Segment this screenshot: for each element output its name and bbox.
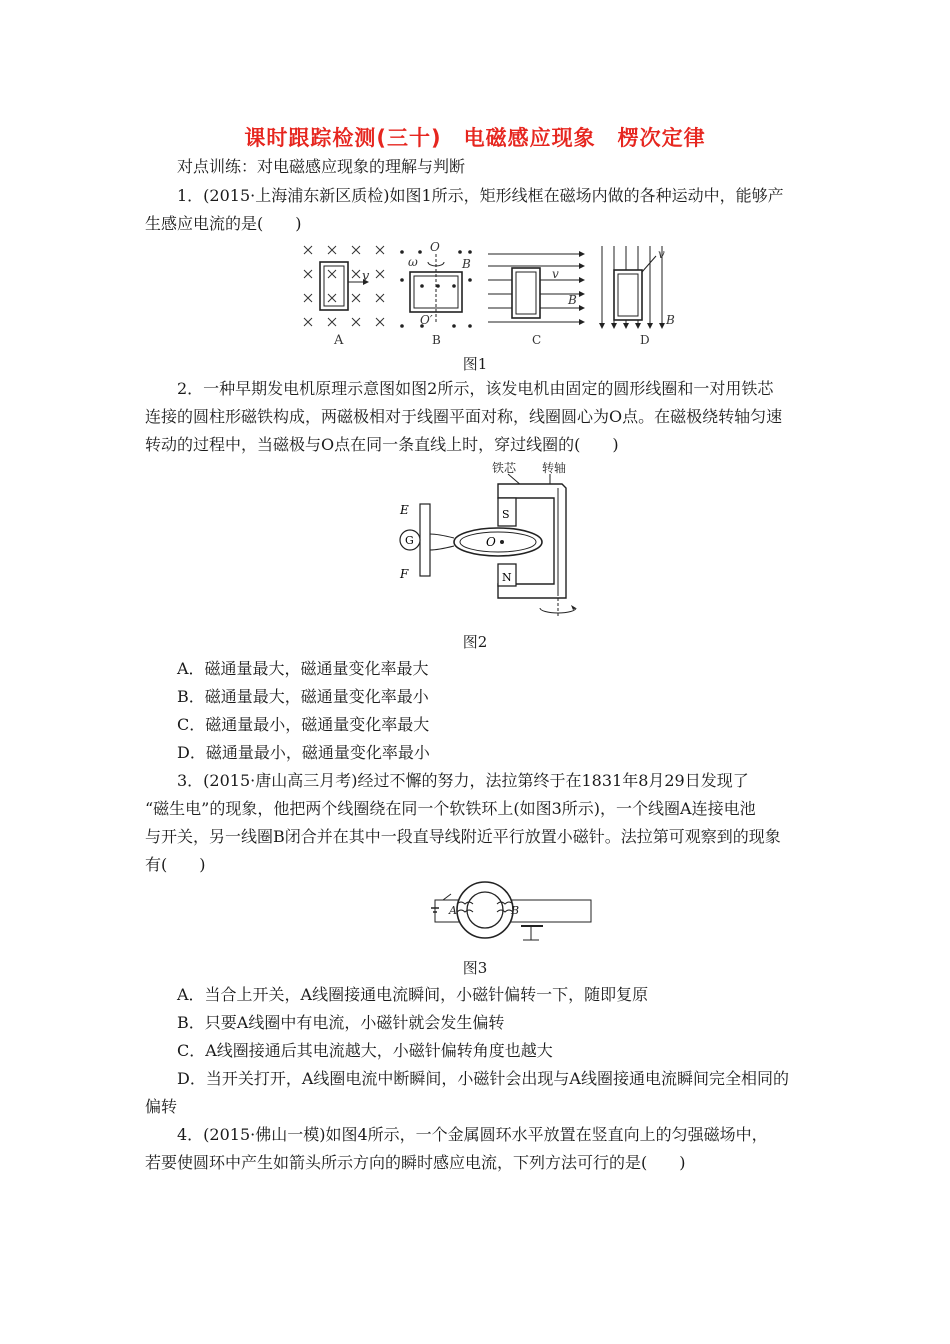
q4-text-line1: 4．(2015·佛山一模)如图4所示，一个金属圆环水平放置在竖直向上的匀强磁场中， [177,1125,768,1144]
q2-option-a: A．磁通量最大，磁通量变化率最大 [177,659,429,678]
panel-b-diagram [400,240,472,347]
panel-c-b-label: B [568,293,577,307]
figure-2 [390,458,590,624]
q2-option-b: B．磁通量最大，磁通量变化率最小 [177,687,429,706]
panel-b-omega-label: ω [408,255,418,269]
panel-d-v-label: v [658,247,665,261]
coil-b-label: B [511,904,520,917]
coil-a-label: A [449,904,457,917]
panel-b-o2-label: O′ [420,313,433,327]
figure-3 [425,878,595,948]
q4-text-line2: 若要使圆环中产生如箭头所示方向的瞬时感应电流，下列方法可行的是( ) [145,1153,686,1172]
q3-option-c: C．A线圈接通后其电流越大，小磁针偏转角度也越大 [177,1041,553,1060]
figure-3-caption: 图3 [462,959,488,977]
galvanometer-g-label: G [405,534,414,547]
section-heading: 对点训练：对电磁感应现象的理解与判断 [177,157,466,176]
magnet-n-label: N [502,571,512,584]
magnet-s-label: S [502,508,510,521]
panel-a-v-label: v [362,269,370,284]
q3-option-d: D．当开关打开，A线圈电流中断瞬间，小磁针会出现与A线圈接通电流瞬间完全相同的 [177,1069,789,1088]
panel-c-v-label: v [552,267,559,281]
q2-text-line3: 转动的过程中，当磁极与O点在同一条直线上时，穿过线圈的( ) [145,435,619,454]
q2-option-c: C．磁通量最小，磁通量变化率最大 [177,715,430,734]
q2-text-line2: 连接的圆柱形磁铁构成，两磁极相对于线圈平面对称，线圈圆心为O点。在磁极绕转轴匀速 [145,407,783,426]
terminal-e-label: E [400,503,409,517]
q3-option-d-cont: 偏转 [145,1097,178,1116]
panel-d-diagram [602,246,675,347]
panel-d-b-label: B [666,313,675,327]
terminal-f-label: F [400,567,409,581]
q1-text-line2: 生感应电流的是( ) [145,214,302,233]
panel-a-caption: A [334,333,344,348]
q3-text-line3: 与开关，另一线圈B闭合并在其中一段直导线附近平行放置小磁针。法拉第可观察到的现象 [145,827,781,846]
page-title: 课时跟踪检测(三十) 电磁感应现象 楞次定律 [244,126,706,150]
axis-label: 转轴 [542,461,567,475]
panel-b-o-label: O [430,240,440,254]
q2-option-d: D．磁通量最小，磁通量变化率最小 [177,743,430,762]
figure-2-caption: 图2 [462,633,488,651]
q3-text-line1: 3．(2015·唐山高三月考)经过不懈的努力，法拉第终于在1831年8月29日发现了 [177,771,749,790]
panel-c-caption: C [532,333,542,347]
panel-b-b-label: B [462,257,471,271]
q3-text-line4: 有( ) [145,855,206,874]
q2-text-line1: 2．一种早期发电机原理示意图如图2所示，该发电机由固定的圆形线圈和一对用铁芯 [177,379,774,398]
panel-d-caption: D [640,333,650,347]
panel-c-diagram [488,254,584,347]
core-label: 铁芯 [492,461,517,475]
q1-text-line1: 1．(2015·上海浦东新区质检)如图1所示，矩形线框在磁场内做的各种运动中，能够产 [177,186,784,205]
center-o-label: O [486,535,496,549]
panel-a-diagram [304,246,384,348]
figure-1 [290,240,690,348]
panel-b-caption: B [432,333,441,347]
q3-option-b: B．只要A线圈中有电流，小磁针就会发生偏转 [177,1013,505,1032]
figure-1-caption: 图1 [462,355,488,373]
q3-text-line2: “磁生电”的现象，他把两个线圈绕在同一个软铁环上(如图3所示)，一个线圈A连接电池 [145,799,756,818]
q3-option-a: A．当合上开关，A线圈接通电流瞬间，小磁针偏转一下，随即复原 [177,985,649,1004]
